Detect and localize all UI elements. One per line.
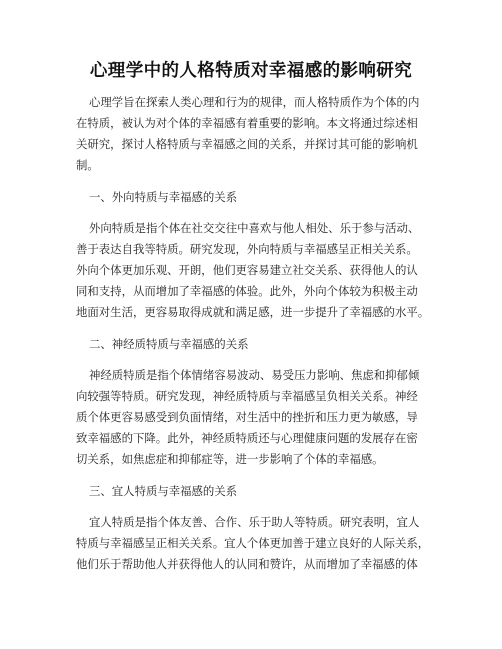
paragraph-line: 致幸福感的下降。此外，神经质特质还与心理健康问题的发展存在密 [76,431,418,445]
paragraph-line: 心理学旨在探索人类心理和行为的规律，而人格特质作为个体的内 [89,95,420,109]
section-heading: 三、宜人特质与幸福感的关系 [89,484,238,498]
paragraph-line: 同和支持，从而增加了幸福感的体验。此外，外向个体较为积极主动 [76,284,418,298]
paragraph-line: 外向特质是指个体在社交交往中喜欢与他人相处、乐于参与活动、 [89,221,420,235]
paragraph-line: 关研究，探讨人格特质与幸福感之间的关系，并探讨其可能的影响机 [76,137,418,151]
paragraph-line: 特质与幸福感呈正相关关系。宜人个体更加善于建立良好的人际关系， [76,536,430,550]
paragraph-line: 神经质特质是指个体情绪容易波动、易受压力影响、焦虑和抑郁倾 [89,368,420,382]
document-title: 心理学中的人格特质对幸福感的影响研究 [89,61,413,81]
paragraph-line: 他们乐于帮助他人并获得他人的认同和赞许，从而增加了幸福感的体 [76,557,418,571]
paragraph-line: 外向个体更加乐观、开朗，他们更容易建立社交关系、获得他人的认 [76,263,418,277]
paragraph-line: 制。 [76,158,99,172]
paragraph-line: 在特质，被认为对个体的幸福感有着重要的影响。本文将通过综述相 [76,116,418,130]
paragraph-line: 宜人特质是指个体友善、合作、乐于助人等特质。研究表明，宜人 [89,515,420,529]
paragraph-line: 向较强等特质。研究发现，神经质特质与幸福感呈负相关关系。神经 [76,389,418,403]
paragraph-line: 地面对生活，更容易取得成就和满足感，进一步提升了幸福感的水平。 [76,305,430,319]
paragraph-line: 切关系，如焦虑症和抑郁症等，进一步影响了个体的幸福感。 [76,452,384,466]
paragraph-line: 善于表达自我等特质。研究发现，外向特质与幸福感呈正相关关系。 [76,242,418,256]
paragraph-line: 质个体更容易感受到负面情绪，对生活中的挫折和压力更为敏感，导 [76,410,418,424]
section-heading: 二、神经质特质与幸福感的关系 [89,337,249,351]
section-heading: 一、外向特质与幸福感的关系 [89,190,238,204]
